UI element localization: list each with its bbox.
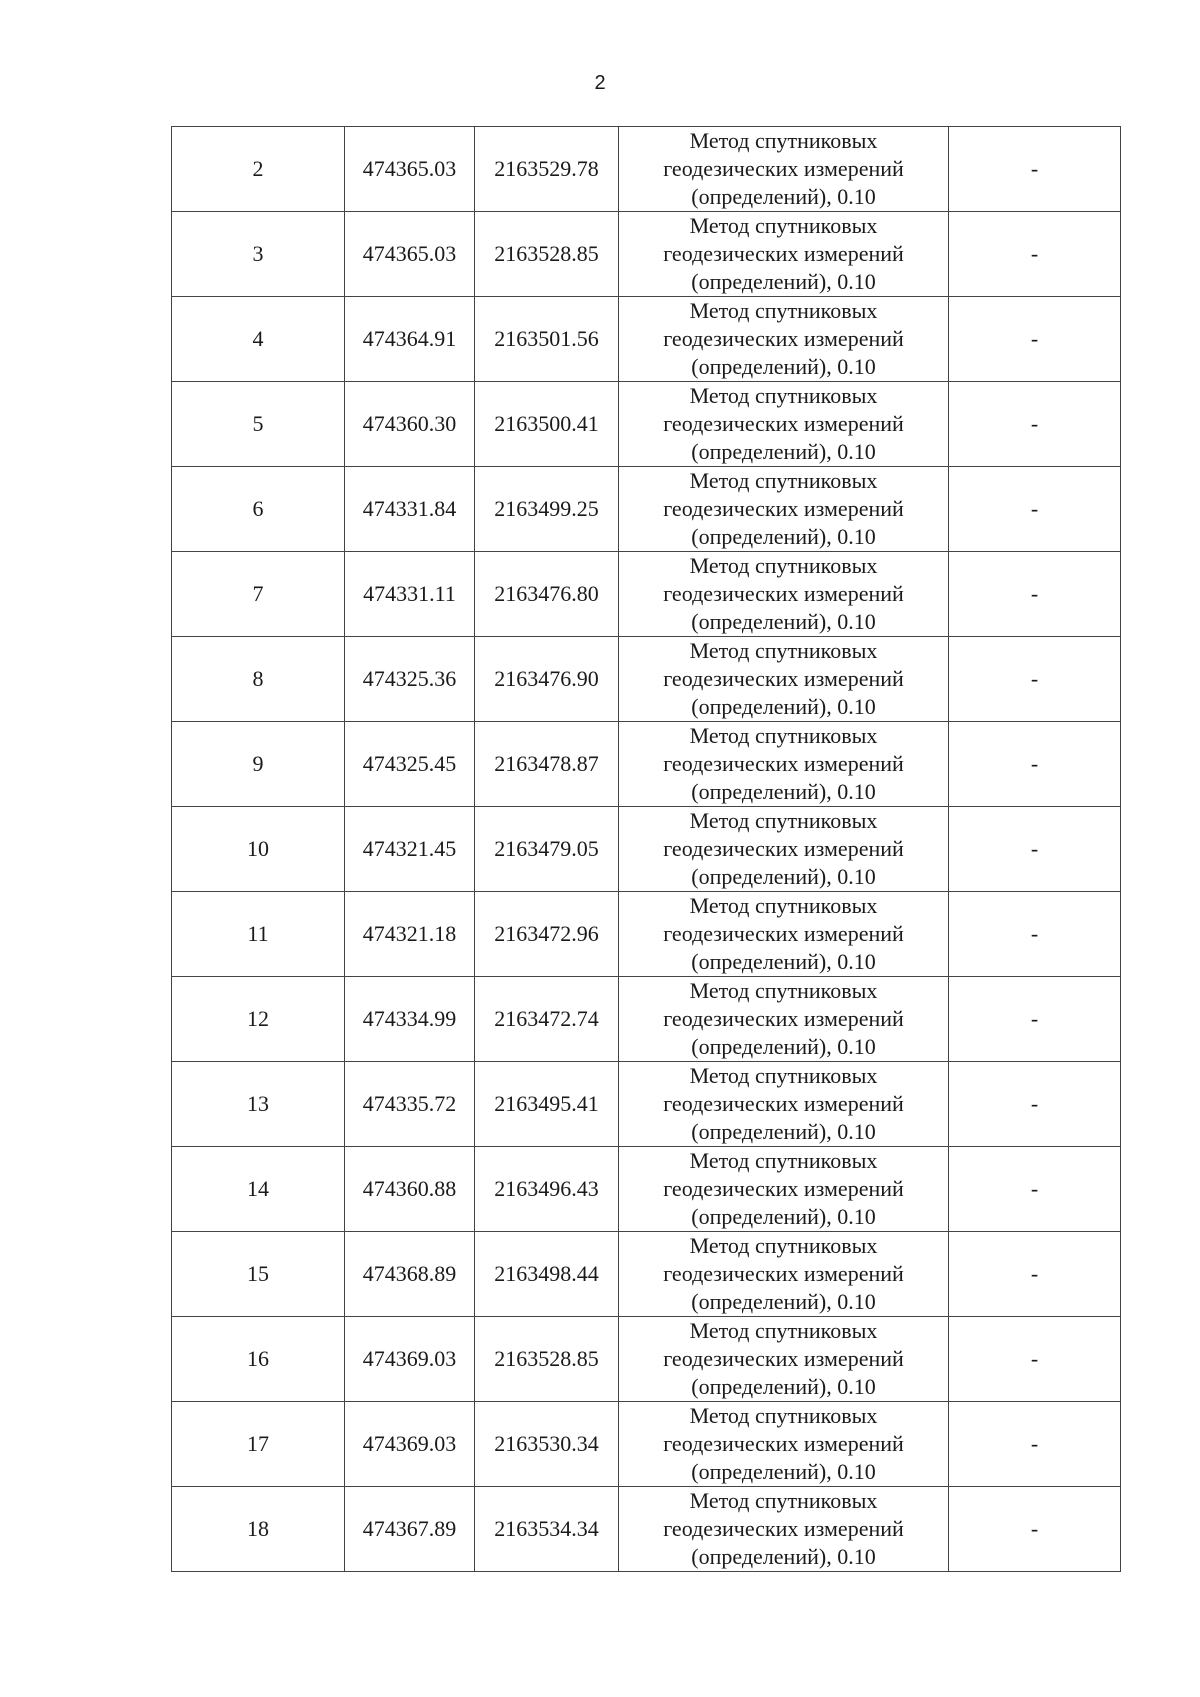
method-line: Метод спутниковых: [689, 978, 878, 1003]
method-line: геодезических измерений: [663, 666, 904, 691]
method-line: Метод спутниковых: [689, 213, 878, 238]
method-line: Метод спутниковых: [689, 808, 878, 833]
description-cell: -: [949, 1317, 1121, 1402]
method-line: Метод спутниковых: [689, 1063, 878, 1088]
table-row: [172, 1317, 1121, 1402]
method-line: геодезических измерений: [663, 1006, 904, 1031]
y-coordinate-cell: 2163498.44: [475, 1232, 619, 1317]
description-cell: -: [949, 1487, 1121, 1572]
description-cell: -: [949, 637, 1121, 722]
y-coordinate-cell: 2163479.05: [475, 807, 619, 892]
x-coordinate-cell: 474369.03: [345, 1317, 475, 1402]
description-cell: -: [949, 722, 1121, 807]
method-line: (определений), 0.10: [691, 949, 876, 974]
description-cell: -: [949, 297, 1121, 382]
point-number-cell: 17: [172, 1402, 345, 1487]
y-coordinate-cell: 2163528.85: [475, 212, 619, 297]
table-row: [172, 1402, 1121, 1487]
method-line: геодезических измерений: [663, 1176, 904, 1201]
method-cell: [619, 1402, 949, 1487]
method-line: геодезических измерений: [663, 326, 904, 351]
point-number-cell: 14: [172, 1147, 345, 1232]
coordinates-table: [171, 126, 1121, 1572]
method-line: (определений), 0.10: [691, 439, 876, 464]
method-cell: [619, 977, 949, 1062]
point-number-cell: 3: [172, 212, 345, 297]
y-coordinate-cell: 2163534.34: [475, 1487, 619, 1572]
y-coordinate-cell: 2163472.96: [475, 892, 619, 977]
coordinates-table-body: [172, 127, 1121, 1572]
method-line: (определений), 0.10: [691, 1459, 876, 1484]
method-line: геодезических измерений: [663, 1516, 904, 1541]
method-cell: [619, 722, 949, 807]
method-line: Метод спутниковых: [689, 383, 878, 408]
method-line: геодезических измерений: [663, 1091, 904, 1116]
page-number: 2: [594, 72, 606, 94]
method-cell: [619, 1062, 949, 1147]
description-cell: -: [949, 977, 1121, 1062]
table-row: [172, 552, 1121, 637]
method-line: Метод спутниковых: [689, 1403, 878, 1428]
point-number-cell: 5: [172, 382, 345, 467]
method-line: Метод спутниковых: [689, 723, 878, 748]
table-row: [172, 1062, 1121, 1147]
x-coordinate-cell: 474369.03: [345, 1402, 475, 1487]
table-row: [172, 722, 1121, 807]
x-coordinate-cell: 474321.18: [345, 892, 475, 977]
table-row: [172, 807, 1121, 892]
method-line: (определений), 0.10: [691, 1289, 876, 1314]
method-line: Метод спутниковых: [689, 893, 878, 918]
x-coordinate-cell: 474331.84: [345, 467, 475, 552]
table-row: [172, 127, 1121, 212]
method-line: геодезических измерений: [663, 751, 904, 776]
method-line: Метод спутниковых: [689, 468, 878, 493]
method-cell: [619, 1487, 949, 1572]
y-coordinate-cell: 2163500.41: [475, 382, 619, 467]
description-cell: -: [949, 1062, 1121, 1147]
point-number-cell: 7: [172, 552, 345, 637]
x-coordinate-cell: 474334.99: [345, 977, 475, 1062]
method-line: (определений), 0.10: [691, 1204, 876, 1229]
method-line: (определений), 0.10: [691, 1374, 876, 1399]
method-line: Метод спутниковых: [689, 553, 878, 578]
method-line: (определений), 0.10: [691, 269, 876, 294]
method-line: (определений), 0.10: [691, 184, 876, 209]
x-coordinate-cell: 474364.91: [345, 297, 475, 382]
description-cell: -: [949, 127, 1121, 212]
table-row: [172, 977, 1121, 1062]
point-number-cell: 13: [172, 1062, 345, 1147]
y-coordinate-cell: 2163529.78: [475, 127, 619, 212]
point-number-cell: 15: [172, 1232, 345, 1317]
method-line: (определений), 0.10: [691, 694, 876, 719]
description-cell: -: [949, 1232, 1121, 1317]
y-coordinate-cell: 2163530.34: [475, 1402, 619, 1487]
method-line: Метод спутниковых: [689, 638, 878, 663]
method-cell: [619, 807, 949, 892]
method-line: (определений), 0.10: [691, 524, 876, 549]
description-cell: -: [949, 382, 1121, 467]
y-coordinate-cell: 2163528.85: [475, 1317, 619, 1402]
point-number-cell: 18: [172, 1487, 345, 1572]
y-coordinate-cell: 2163472.74: [475, 977, 619, 1062]
table-row: [172, 382, 1121, 467]
table-row: [172, 467, 1121, 552]
method-line: Метод спутниковых: [689, 1233, 878, 1258]
x-coordinate-cell: 474335.72: [345, 1062, 475, 1147]
method-cell: [619, 552, 949, 637]
x-coordinate-cell: 474325.36: [345, 637, 475, 722]
method-line: Метод спутниковых: [689, 128, 878, 153]
table-row: [172, 637, 1121, 722]
x-coordinate-cell: 474365.03: [345, 212, 475, 297]
table-row: [172, 1487, 1121, 1572]
y-coordinate-cell: 2163476.80: [475, 552, 619, 637]
point-number-cell: 16: [172, 1317, 345, 1402]
method-line: (определений), 0.10: [691, 1544, 876, 1569]
description-cell: -: [949, 212, 1121, 297]
x-coordinate-cell: 474325.45: [345, 722, 475, 807]
description-cell: -: [949, 1402, 1121, 1487]
method-line: геодезических измерений: [663, 1431, 904, 1456]
method-line: Метод спутниковых: [689, 298, 878, 323]
method-line: геодезических измерений: [663, 921, 904, 946]
x-coordinate-cell: 474321.45: [345, 807, 475, 892]
method-line: геодезических измерений: [663, 1346, 904, 1371]
table-row: [172, 1232, 1121, 1317]
point-number-cell: 12: [172, 977, 345, 1062]
method-line: геодезических измерений: [663, 836, 904, 861]
x-coordinate-cell: 474360.88: [345, 1147, 475, 1232]
y-coordinate-cell: 2163499.25: [475, 467, 619, 552]
method-line: геодезических измерений: [663, 1261, 904, 1286]
method-line: (определений), 0.10: [691, 1034, 876, 1059]
x-coordinate-cell: 474367.89: [345, 1487, 475, 1572]
description-cell: -: [949, 1147, 1121, 1232]
x-coordinate-cell: 474365.03: [345, 127, 475, 212]
description-cell: -: [949, 807, 1121, 892]
method-cell: [619, 1317, 949, 1402]
point-number-cell: 4: [172, 297, 345, 382]
x-coordinate-cell: 474331.11: [345, 552, 475, 637]
method-cell: [619, 127, 949, 212]
method-cell: [619, 892, 949, 977]
method-line: геодезических измерений: [663, 496, 904, 521]
table-row: [172, 212, 1121, 297]
y-coordinate-cell: 2163501.56: [475, 297, 619, 382]
point-number-cell: 10: [172, 807, 345, 892]
description-cell: -: [949, 467, 1121, 552]
method-line: геодезических измерений: [663, 411, 904, 436]
method-line: геодезических измерений: [663, 156, 904, 181]
method-line: (определений), 0.10: [691, 779, 876, 804]
method-line: Метод спутниковых: [689, 1148, 878, 1173]
method-line: (определений), 0.10: [691, 864, 876, 889]
method-cell: [619, 637, 949, 722]
method-cell: [619, 1232, 949, 1317]
point-number-cell: 9: [172, 722, 345, 807]
x-coordinate-cell: 474360.30: [345, 382, 475, 467]
method-line: геодезических измерений: [663, 581, 904, 606]
method-line: (определений), 0.10: [691, 354, 876, 379]
point-number-cell: 11: [172, 892, 345, 977]
method-line: (определений), 0.10: [691, 609, 876, 634]
y-coordinate-cell: 2163476.90: [475, 637, 619, 722]
method-cell: [619, 382, 949, 467]
method-line: геодезических измерений: [663, 241, 904, 266]
y-coordinate-cell: 2163478.87: [475, 722, 619, 807]
y-coordinate-cell: 2163495.41: [475, 1062, 619, 1147]
table-row: [172, 892, 1121, 977]
y-coordinate-cell: 2163496.43: [475, 1147, 619, 1232]
x-coordinate-cell: 474368.89: [345, 1232, 475, 1317]
point-number-cell: 6: [172, 467, 345, 552]
method-line: Метод спутниковых: [689, 1318, 878, 1343]
method-line: Метод спутниковых: [689, 1488, 878, 1513]
method-cell: [619, 297, 949, 382]
description-cell: -: [949, 892, 1121, 977]
point-number-cell: 2: [172, 127, 345, 212]
table-row: [172, 1147, 1121, 1232]
method-line: (определений), 0.10: [691, 1119, 876, 1144]
method-cell: [619, 467, 949, 552]
table-row: [172, 297, 1121, 382]
description-cell: -: [949, 552, 1121, 637]
method-cell: [619, 1147, 949, 1232]
method-cell: [619, 212, 949, 297]
point-number-cell: 8: [172, 637, 345, 722]
